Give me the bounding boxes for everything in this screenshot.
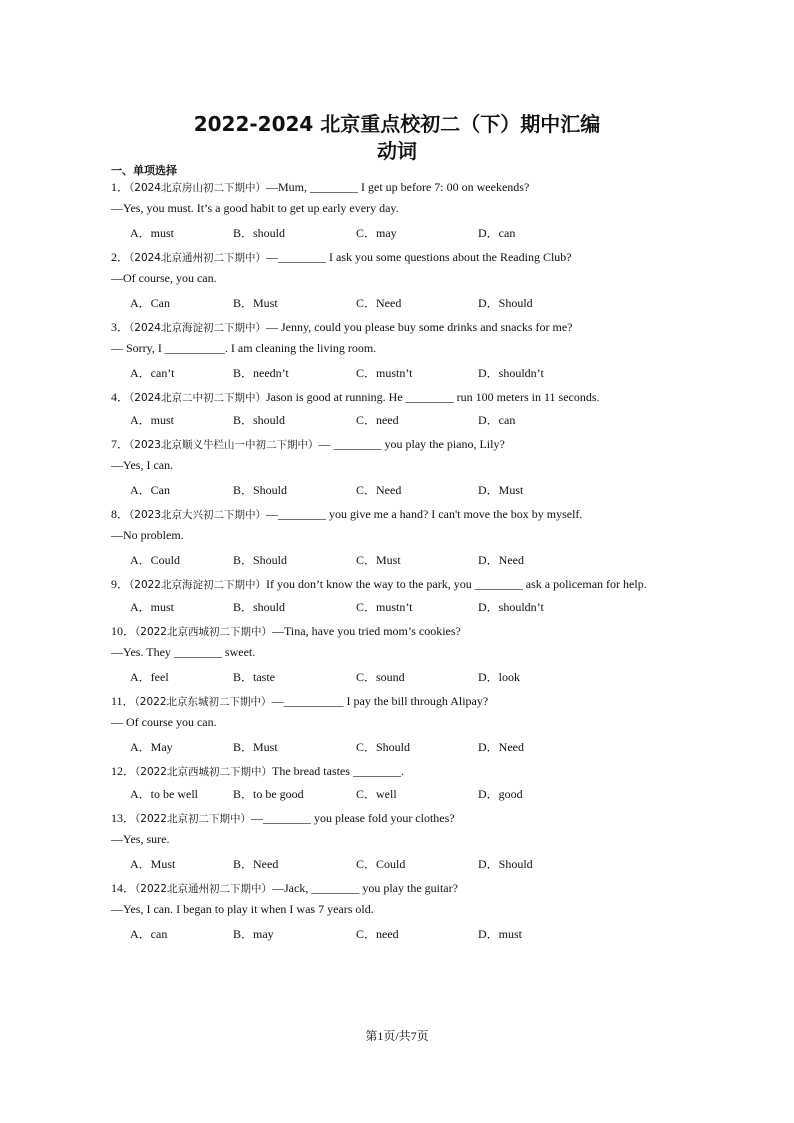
answer-option-d[interactable]: D．must: [478, 927, 523, 941]
question-text: —Tina, have you tried mom’s cookies?: [272, 624, 461, 638]
question-number: 2．: [111, 250, 130, 264]
answer-option-d[interactable]: D．good: [478, 787, 523, 801]
answer-option-a[interactable]: A．must: [130, 226, 175, 240]
answer-option-a[interactable]: A．Could: [130, 553, 181, 567]
answer-option-b[interactable]: B．taste: [233, 670, 275, 684]
answer-option-a[interactable]: A．must: [130, 413, 175, 427]
answer-option-d[interactable]: D．Need: [478, 553, 524, 567]
answer-option-c[interactable]: C．may: [356, 226, 397, 240]
question-source: （2022北京初二下期中）: [135, 813, 251, 825]
answer-option-a[interactable]: A．to be well: [130, 787, 198, 801]
question-text: —Mum, ________ I get up before 7: 00 on weekends?: [266, 180, 530, 194]
answer-option-b[interactable]: B．may: [233, 927, 274, 941]
answer-option-a[interactable]: A．can’t: [130, 366, 175, 380]
question-stem: [111, 178, 529, 195]
question-dialogue-line: —Of course, you can.: [111, 271, 217, 285]
answer-option-a[interactable]: A．Must: [130, 857, 176, 871]
answer-option-a[interactable]: A．Can: [130, 483, 170, 497]
question-text: —________ I ask you some questions about the Reading Club?: [266, 250, 572, 264]
answer-option-d[interactable]: D．Should: [478, 296, 533, 310]
question-number: 8．: [111, 507, 130, 521]
question-stem: [111, 318, 573, 335]
question-number: 1．: [111, 180, 130, 194]
section-heading: 一、单项选择: [111, 164, 177, 177]
question-source: （2023北京顺义牛栏山一中初二下期中）: [129, 439, 319, 451]
question-dialogue-line: —Yes, sure.: [111, 832, 170, 846]
answer-option-a[interactable]: A．must: [130, 600, 175, 614]
answer-option-a[interactable]: A．May: [130, 740, 173, 754]
question-number: 7．: [111, 437, 130, 451]
answer-option-b[interactable]: B．should: [233, 413, 286, 427]
question-source: （2022北京西城初二下期中）: [135, 766, 272, 778]
question-number: 11．: [111, 694, 135, 708]
question-stem: [111, 762, 404, 779]
answer-option-a[interactable]: A．can: [130, 927, 168, 941]
question-text: — Jenny, could you please buy some drinks and snacks for me?: [266, 320, 573, 334]
question-number: 3．: [111, 320, 130, 334]
question-source: （2022北京西城初二下期中）: [135, 626, 272, 638]
question-dialogue-line: —Yes, I can.: [111, 458, 174, 472]
question-stem: [111, 435, 505, 452]
question-text: —Jack, ________ you play the guitar?: [272, 881, 458, 895]
question-number: 12．: [111, 764, 136, 778]
question-stem: [111, 692, 488, 709]
answer-option-d[interactable]: D．can: [478, 413, 516, 427]
answer-option-c[interactable]: C．sound: [356, 670, 405, 684]
answer-option-c[interactable]: C．need: [356, 927, 399, 941]
question-source: （2024北京二中初二下期中）: [129, 392, 266, 404]
question-text: Jason is good at running. He ________ run 100 meters in 11 seconds.: [266, 390, 600, 404]
question-stem: [111, 622, 461, 639]
answer-option-d[interactable]: D．look: [478, 670, 521, 684]
answer-option-c[interactable]: C．Should: [356, 740, 411, 754]
answer-option-d[interactable]: D．shouldn’t: [478, 366, 544, 380]
question-number: 9．: [111, 577, 130, 591]
answer-option-c[interactable]: C．mustn’t: [356, 366, 413, 380]
answer-option-b[interactable]: B．to be good: [233, 787, 304, 801]
question-dialogue-line: —Yes, I can. I began to play it when I was 7 years old.: [111, 902, 374, 916]
answer-option-a[interactable]: A．feel: [130, 670, 169, 684]
answer-option-b[interactable]: B．Should: [233, 553, 288, 567]
answer-option-d[interactable]: D．Should: [478, 857, 533, 871]
question-stem: [111, 505, 582, 522]
answer-option-c[interactable]: C．Need: [356, 483, 402, 497]
answer-option-c[interactable]: C．Could: [356, 857, 406, 871]
question-source: （2024北京房山初二下期中）: [129, 182, 266, 194]
question-source: （2024北京海淀初二下期中）: [129, 322, 266, 334]
question-dialogue-line: —Yes, you must. It’s a good habit to get up early every day.: [111, 201, 399, 215]
question-number: 4．: [111, 390, 130, 404]
question-text: If you don’t know the way to the park, you ________ ask a policeman for help.: [266, 577, 647, 591]
question-stem: [111, 388, 600, 405]
question-text: —________ you give me a hand? I can't move the box by myself.: [266, 507, 583, 521]
question-stem: [111, 248, 572, 265]
page-subtitle: 动词: [377, 139, 417, 163]
question-text: —__________ I pay the bill through Alipay?: [271, 694, 489, 708]
answer-option-b[interactable]: B．Must: [233, 296, 278, 310]
question-text: — ________ you play the piano, Lily?: [318, 437, 505, 451]
question-source: （2022北京海淀初二下期中）: [129, 579, 266, 591]
question-dialogue-line: —Yes. They ________ sweet.: [111, 645, 256, 659]
question-text: —________ you please fold your clothes?: [251, 811, 455, 825]
answer-option-c[interactable]: C．Need: [356, 296, 402, 310]
question-stem: [111, 879, 458, 896]
question-number: 10．: [111, 624, 136, 638]
question-number: 13．: [111, 811, 136, 825]
question-dialogue-line: — Sorry, I __________. I am cleaning the living room.: [111, 341, 377, 355]
answer-option-b[interactable]: B．Need: [233, 857, 279, 871]
question-stem: [111, 575, 647, 592]
answer-option-d[interactable]: D．Must: [478, 483, 524, 497]
answer-option-b[interactable]: B．should: [233, 600, 286, 614]
answer-option-d[interactable]: D．Need: [478, 740, 524, 754]
answer-option-b[interactable]: B．should: [233, 226, 286, 240]
page-title: 2022-2024 北京重点校初二（下）期中汇编: [193, 112, 601, 136]
page-footer: 第1页/共7页: [365, 1029, 429, 1043]
question-source: （2022北京通州初二下期中）: [135, 883, 272, 895]
answer-option-c[interactable]: C．well: [356, 787, 397, 801]
answer-option-c[interactable]: C．need: [356, 413, 399, 427]
answer-option-b[interactable]: B．Must: [233, 740, 278, 754]
question-dialogue-line: — Of course you can.: [111, 715, 217, 729]
question-text: The bread tastes ________.: [272, 764, 404, 778]
answer-option-a[interactable]: A．Can: [130, 296, 170, 310]
answer-option-c[interactable]: C．Must: [356, 553, 401, 567]
answer-option-c[interactable]: C．mustn’t: [356, 600, 413, 614]
question-source: （2023北京大兴初二下期中）: [129, 509, 266, 521]
answer-option-d[interactable]: D．can: [478, 226, 516, 240]
question-source: （2024北京通州初二下期中）: [129, 252, 266, 264]
answer-option-b[interactable]: B．Should: [233, 483, 288, 497]
answer-option-d[interactable]: D．shouldn’t: [478, 600, 544, 614]
question-source: （2022北京东城初二下期中）: [134, 696, 272, 708]
question-dialogue-line: —No problem.: [111, 528, 184, 542]
answer-option-b[interactable]: B．needn’t: [233, 366, 289, 380]
question-number: 14．: [111, 881, 136, 895]
question-stem: [111, 809, 455, 826]
